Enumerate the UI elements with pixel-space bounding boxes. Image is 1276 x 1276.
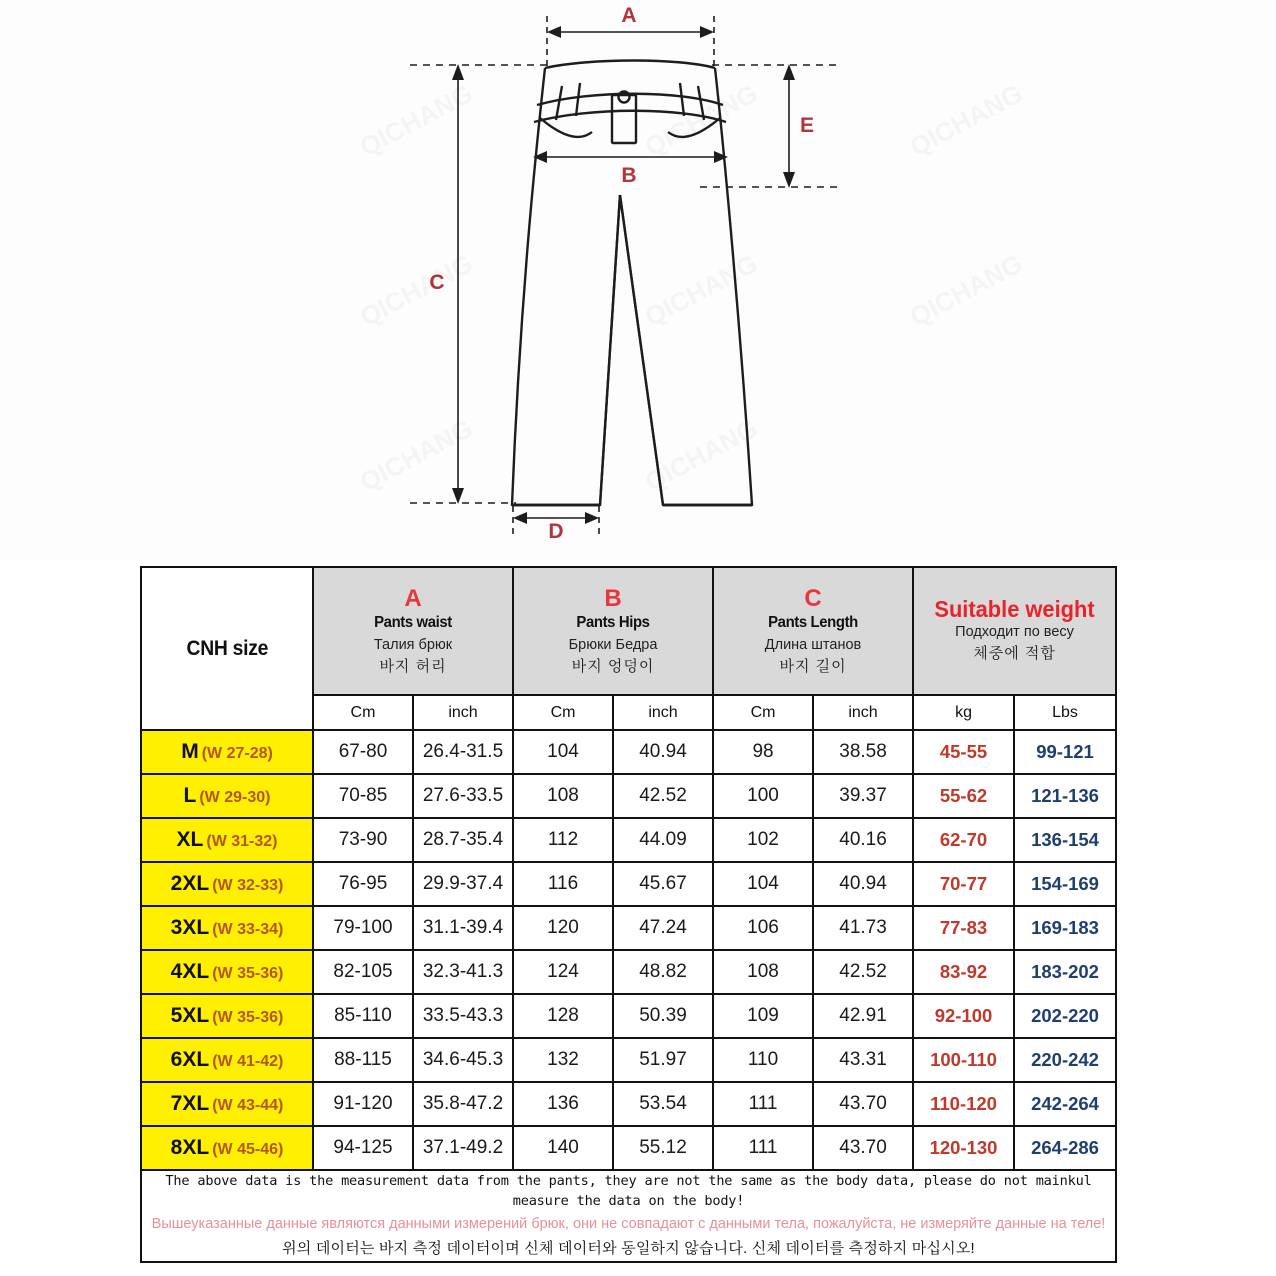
header-group-weight [913, 567, 1116, 695]
size-cell [141, 906, 313, 950]
cell-hips-cm: 112 [513, 818, 613, 862]
table-row [141, 994, 1116, 1038]
cell-hips-inch: 47.24 [613, 906, 713, 950]
cell-length-inch: 39.37 [813, 774, 913, 818]
table-row [141, 906, 1116, 950]
header-ru-weight: Подходит по весу [955, 623, 1074, 640]
cell-waist-cm: 88-115 [313, 1038, 413, 1082]
cell-waist-inch: 33.5-43.3 [413, 994, 513, 1038]
cell-waist-cm: 82-105 [313, 950, 413, 994]
cell-waist-cm: 70-85 [313, 774, 413, 818]
cell-waist-inch: 29.9-37.4 [413, 862, 513, 906]
size-waist-label: (W 32-33) [212, 877, 284, 894]
cell-weight-lbs: 121-136 [1014, 774, 1116, 818]
cell-weight-lbs: 136-154 [1014, 818, 1116, 862]
cell-weight-kg: 45-55 [913, 730, 1014, 774]
cell-length-cm: 110 [713, 1038, 813, 1082]
header-ru-length: Длина штанов [764, 636, 862, 653]
table-header-group-row [141, 567, 1116, 695]
size-waist-label: (W 33-34) [212, 921, 284, 938]
unit-weight-kg: kg [913, 695, 1014, 730]
cell-waist-inch: 31.1-39.4 [413, 906, 513, 950]
header-ko-hips: 바지 엉덩이 [571, 657, 655, 675]
cell-waist-cm: 85-110 [313, 994, 413, 1038]
cell-hips-inch: 53.54 [613, 1082, 713, 1126]
header-group-length [713, 567, 913, 695]
note-korean: 위의 데이터는 바지 측정 데이터이며 신체 데이터와 동일하지 않습니다. 신체 데이터를 측정하지 마십시오! [282, 1239, 975, 1257]
cell-hips-cm: 116 [513, 862, 613, 906]
size-cell [141, 950, 313, 994]
cell-waist-cm: 67-80 [313, 730, 413, 774]
cell-length-inch: 42.91 [813, 994, 913, 1038]
cell-length-inch: 43.70 [813, 1126, 913, 1170]
size-name: 2XL [170, 872, 210, 895]
table-notes-row [141, 1170, 1116, 1262]
size-cell [141, 1082, 313, 1126]
cell-weight-lbs: 264-286 [1014, 1126, 1116, 1170]
cell-weight-lbs: 99-121 [1014, 730, 1116, 774]
size-name: 3XL [170, 916, 210, 939]
table-row [141, 950, 1116, 994]
cell-length-cm: 108 [713, 950, 813, 994]
cell-weight-kg: 120-130 [913, 1126, 1014, 1170]
cell-hips-inch: 50.39 [613, 994, 713, 1038]
unit-waist-cm: Cm [313, 695, 413, 730]
cell-length-cm: 104 [713, 862, 813, 906]
header-cnh-size-cell [141, 567, 313, 730]
header-en-waist: Pants waist [374, 613, 452, 631]
diagram-label-d: D [548, 520, 564, 543]
table-row [141, 1082, 1116, 1126]
header-ru-waist: Талия брюк [373, 636, 453, 653]
note-english: The above data is the measurement data from the pants, they are not the same as the body data, please do not mainkul measure the data on the body! [165, 1173, 1092, 1210]
table-row [141, 730, 1116, 774]
cell-hips-cm: 132 [513, 1038, 613, 1082]
cell-length-inch: 41.73 [813, 906, 913, 950]
cell-length-cm: 100 [713, 774, 813, 818]
header-ko-waist: 바지 허리 [379, 657, 447, 675]
unit-waist-inch: inch [413, 695, 513, 730]
header-letter-a: A [404, 584, 422, 612]
size-waist-label: (W 27-28) [201, 745, 273, 762]
cell-hips-inch: 48.82 [613, 950, 713, 994]
table-row [141, 818, 1116, 862]
size-chart-table [140, 566, 1117, 1263]
cell-waist-cm: 73-90 [313, 818, 413, 862]
pants-technical-drawing [0, 0, 1276, 560]
size-cell [141, 1038, 313, 1082]
size-name: L [183, 784, 197, 807]
cell-length-cm: 109 [713, 994, 813, 1038]
size-chart-table-container [140, 566, 1115, 1263]
size-name: 7XL [170, 1092, 210, 1115]
diagram-label-a: A [621, 4, 637, 27]
cell-weight-kg: 77-83 [913, 906, 1014, 950]
cell-waist-inch: 26.4-31.5 [413, 730, 513, 774]
cell-hips-cm: 108 [513, 774, 613, 818]
cell-length-inch: 43.31 [813, 1038, 913, 1082]
cell-waist-inch: 34.6-45.3 [413, 1038, 513, 1082]
cell-weight-lbs: 220-242 [1014, 1038, 1116, 1082]
unit-hips-cm: Cm [513, 695, 613, 730]
cell-weight-lbs: 183-202 [1014, 950, 1116, 994]
cell-hips-inch: 51.97 [613, 1038, 713, 1082]
cell-weight-kg: 62-70 [913, 818, 1014, 862]
cell-length-cm: 106 [713, 906, 813, 950]
cell-hips-inch: 42.52 [613, 774, 713, 818]
cell-weight-lbs: 242-264 [1014, 1082, 1116, 1126]
size-name: 6XL [170, 1048, 210, 1071]
cell-hips-cm: 120 [513, 906, 613, 950]
cell-waist-cm: 79-100 [313, 906, 413, 950]
cell-waist-cm: 76-95 [313, 862, 413, 906]
cell-waist-inch: 37.1-49.2 [413, 1126, 513, 1170]
size-cell [141, 730, 313, 774]
cell-length-cm: 102 [713, 818, 813, 862]
cell-hips-cm: 124 [513, 950, 613, 994]
cell-hips-inch: 40.94 [613, 730, 713, 774]
size-name: XL [176, 828, 204, 851]
cell-weight-lbs: 154-169 [1014, 862, 1116, 906]
size-waist-label: (W 41-42) [212, 1053, 284, 1070]
cnh-size-label: CNH size [186, 636, 268, 660]
size-waist-label: (W 35-36) [212, 965, 284, 982]
header-group-waist [313, 567, 513, 695]
size-name: 5XL [170, 1004, 210, 1027]
unit-length-inch: inch [813, 695, 913, 730]
header-letter-b: B [604, 584, 622, 612]
diagram-label-c: C [429, 271, 445, 294]
size-name: 8XL [170, 1136, 210, 1159]
size-waist-label: (W 35-36) [212, 1009, 284, 1026]
cell-hips-cm: 104 [513, 730, 613, 774]
size-waist-label: (W 31-32) [206, 833, 278, 850]
cell-hips-inch: 55.12 [613, 1126, 713, 1170]
cell-waist-cm: 94-125 [313, 1126, 413, 1170]
table-row [141, 862, 1116, 906]
header-ko-length: 바지 길이 [779, 657, 847, 675]
cell-weight-kg: 100-110 [913, 1038, 1014, 1082]
cell-weight-lbs: 202-220 [1014, 994, 1116, 1038]
cell-hips-inch: 44.09 [613, 818, 713, 862]
size-name: M [181, 740, 199, 763]
header-en-length: Pants Length [768, 613, 858, 631]
cell-hips-cm: 128 [513, 994, 613, 1038]
header-en-weight: Suitable weight [934, 595, 1095, 622]
cell-length-inch: 42.52 [813, 950, 913, 994]
cell-length-inch: 38.58 [813, 730, 913, 774]
size-cell [141, 774, 313, 818]
header-group-hips [513, 567, 713, 695]
cell-waist-inch: 32.3-41.3 [413, 950, 513, 994]
cell-length-cm: 111 [713, 1126, 813, 1170]
header-en-hips: Pants Hips [576, 613, 650, 631]
size-waist-label: (W 43-44) [212, 1097, 284, 1114]
cell-waist-cm: 91-120 [313, 1082, 413, 1126]
table-row [141, 1126, 1116, 1170]
cell-weight-kg: 92-100 [913, 994, 1014, 1038]
size-waist-label: (W 29-30) [199, 789, 271, 806]
pants-diagram-area [0, 0, 1276, 560]
size-cell [141, 862, 313, 906]
size-waist-label: (W 45-46) [212, 1141, 284, 1158]
cell-length-inch: 40.94 [813, 862, 913, 906]
unit-hips-inch: inch [613, 695, 713, 730]
header-ko-weight: 체중에 적합 [973, 644, 1056, 662]
size-cell [141, 1126, 313, 1170]
cell-weight-kg: 110-120 [913, 1082, 1014, 1126]
cell-weight-kg: 83-92 [913, 950, 1014, 994]
header-ru-hips: Брюки Бедра [568, 636, 658, 653]
diagram-label-b: B [621, 164, 637, 187]
diagram-label-e: E [800, 114, 815, 137]
cell-hips-cm: 140 [513, 1126, 613, 1170]
table-row [141, 1038, 1116, 1082]
cell-length-inch: 40.16 [813, 818, 913, 862]
note-russian: Вышеуказанные данные являются данными измерений брюк, они не совпадают с данными тела, пожалуйста, не измеряйте данные на теле! [151, 1215, 1106, 1232]
cell-hips-inch: 45.67 [613, 862, 713, 906]
cell-hips-cm: 136 [513, 1082, 613, 1126]
header-letter-c: C [804, 584, 822, 612]
cell-waist-inch: 35.8-47.2 [413, 1082, 513, 1126]
cell-length-cm: 111 [713, 1082, 813, 1126]
cell-waist-inch: 28.7-35.4 [413, 818, 513, 862]
notes-cell [141, 1170, 1116, 1262]
size-name: 4XL [170, 960, 210, 983]
cell-waist-inch: 27.6-33.5 [413, 774, 513, 818]
size-cell [141, 818, 313, 862]
cell-weight-lbs: 169-183 [1014, 906, 1116, 950]
cell-length-cm: 98 [713, 730, 813, 774]
cell-weight-kg: 70-77 [913, 862, 1014, 906]
cell-length-inch: 43.70 [813, 1082, 913, 1126]
size-cell [141, 994, 313, 1038]
table-row [141, 774, 1116, 818]
unit-weight-lbs: Lbs [1014, 695, 1116, 730]
unit-length-cm: Cm [713, 695, 813, 730]
cell-weight-kg: 55-62 [913, 774, 1014, 818]
